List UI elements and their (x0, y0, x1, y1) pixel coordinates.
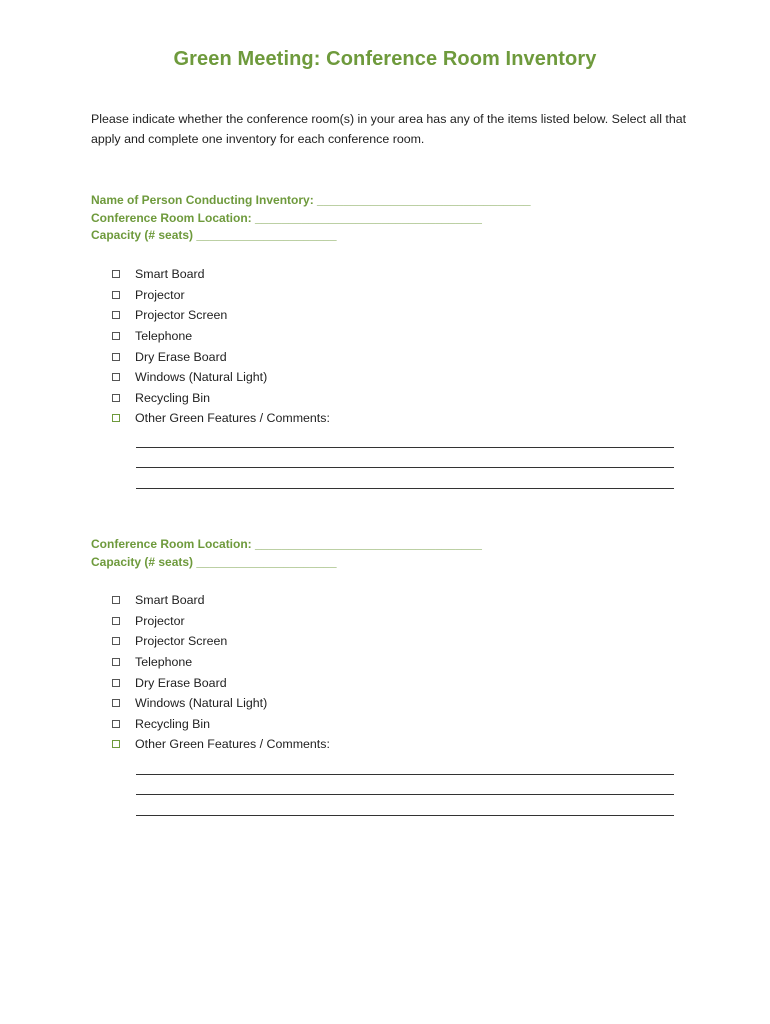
checkbox-icon[interactable] (112, 394, 120, 402)
room-location-field[interactable]: Conference Room Location: __________________________________ (91, 537, 482, 551)
intro-paragraph: Please indicate whether the conference room(s) in your area has any of the items listed below. Select all that apply and complete one inventory for each conference room. (91, 112, 687, 146)
checkbox-icon[interactable] (112, 311, 120, 319)
checklist-item[interactable] (112, 388, 330, 409)
capacity-field[interactable]: Capacity (# seats) _____________________ (91, 554, 337, 569)
room-location-field[interactable]: Conference Room Location: __________________________________ (91, 210, 482, 225)
checklist-label: Windows (Natural Light) (135, 370, 268, 385)
checklist-item[interactable] (112, 305, 330, 326)
comment-line[interactable] (136, 775, 674, 796)
checklist-item[interactable] (112, 611, 330, 632)
checklist-label: Other Green Features / Comments: (135, 737, 330, 752)
checklist-item[interactable] (112, 631, 330, 652)
inventory-fields-2 (91, 536, 482, 571)
checklist-label: Dry Erase Board (135, 349, 227, 364)
checklist-item[interactable] (112, 693, 330, 714)
checklist-item[interactable] (112, 326, 330, 347)
checkbox-icon[interactable] (112, 637, 120, 645)
comment-line[interactable] (136, 754, 674, 775)
checkbox-icon[interactable] (112, 270, 120, 278)
checklist-label: Recycling Bin (135, 716, 211, 731)
checklist-label: Projector (135, 287, 185, 302)
checklist-label: Telephone (135, 329, 193, 344)
comment-lines-2[interactable] (136, 754, 674, 816)
comment-line[interactable] (136, 427, 674, 448)
checkbox-icon[interactable] (112, 699, 120, 707)
checklist-item[interactable] (112, 652, 330, 673)
checklist-label: Projector (135, 613, 185, 628)
checkbox-icon[interactable] (112, 373, 120, 381)
checklist-label: Projector Screen (135, 308, 228, 323)
amenities-checklist-1 (112, 264, 330, 429)
checklist-item[interactable] (112, 367, 330, 388)
checkbox-icon[interactable] (112, 740, 120, 748)
inventory-fields-1 (91, 192, 531, 245)
checklist-label: Smart Board (135, 267, 205, 282)
person-name-field[interactable]: Name of Person Conducting Inventory: ________________________________ (91, 193, 531, 207)
checklist-item-other[interactable] (112, 408, 330, 429)
checklist-label: Recycling Bin (135, 390, 211, 405)
comment-line[interactable] (136, 795, 674, 816)
comment-line[interactable] (136, 448, 674, 469)
checkbox-icon[interactable] (112, 332, 120, 340)
comment-line[interactable] (136, 468, 674, 489)
capacity-field[interactable]: Capacity (# seats) _____________________ (91, 228, 337, 242)
checklist-label: Projector Screen (135, 634, 228, 649)
checkbox-icon[interactable] (112, 617, 120, 625)
checkbox-icon[interactable] (112, 291, 120, 299)
checklist-item[interactable] (112, 264, 330, 285)
checklist-label: Telephone (135, 655, 193, 670)
checklist-label: Dry Erase Board (135, 675, 227, 690)
checkbox-icon[interactable] (112, 353, 120, 361)
comment-lines-1[interactable] (136, 427, 674, 489)
checklist-item-other[interactable] (112, 734, 330, 755)
checkbox-icon[interactable] (112, 596, 120, 604)
checkbox-icon[interactable] (112, 679, 120, 687)
document-title: Green Meeting: Conference Room Inventory (173, 48, 597, 70)
checklist-label: Smart Board (135, 593, 205, 608)
checklist-item[interactable] (112, 346, 330, 367)
checkbox-icon[interactable] (112, 720, 120, 728)
checklist-item[interactable] (112, 714, 330, 735)
amenities-checklist-2 (112, 590, 330, 755)
checkbox-icon[interactable] (112, 414, 120, 422)
checklist-item[interactable] (112, 672, 330, 693)
checklist-item[interactable] (112, 285, 330, 306)
checkbox-icon[interactable] (112, 658, 120, 666)
checklist-label: Other Green Features / Comments: (135, 411, 330, 426)
checklist-item[interactable] (112, 590, 330, 611)
checklist-label: Windows (Natural Light) (135, 696, 268, 711)
